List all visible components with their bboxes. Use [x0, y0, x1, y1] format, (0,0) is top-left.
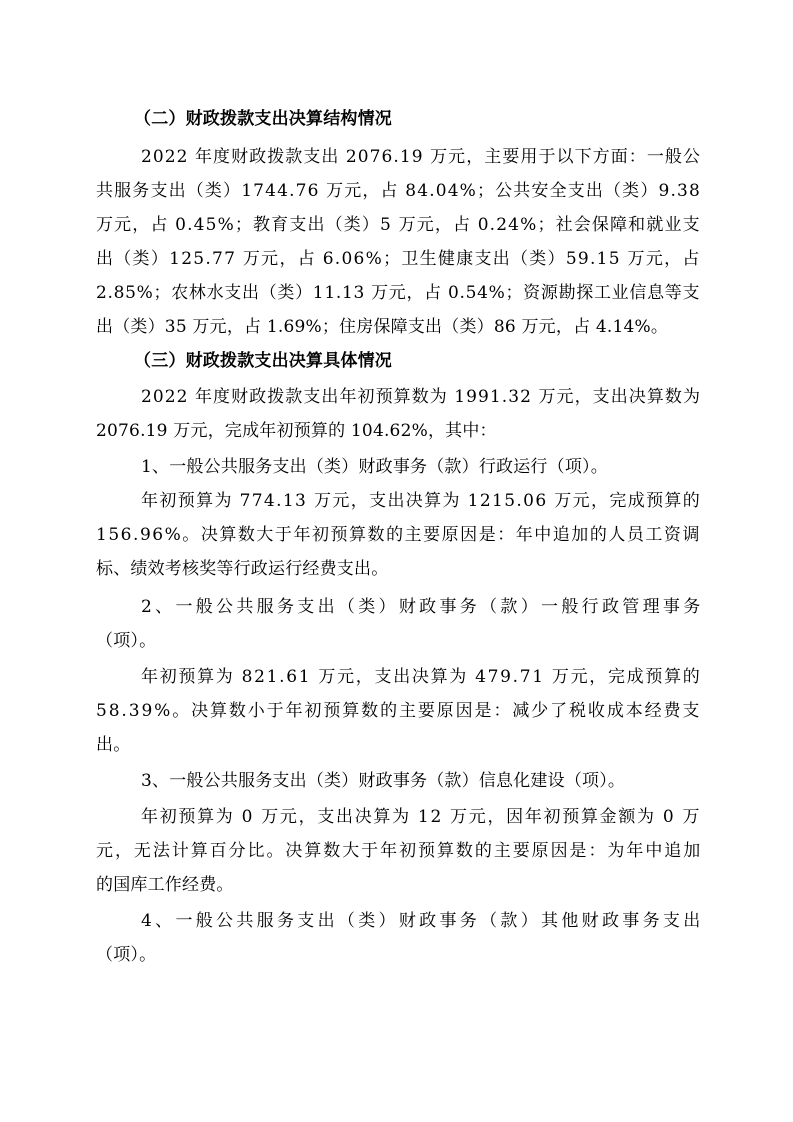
section2-line-6: 出（类）35 万元，占 1.69%；住房保障支出（类）86 万元，占 4.14%。	[96, 317, 669, 337]
item4-title-line-2: （项）。	[96, 945, 157, 965]
section2-line-2: 共服务支出（类）1744.76 万元，占 84.04%；公共安全支出（类）9.38	[96, 181, 701, 201]
section3-heading: （三）财政拨款支出决算具体情况	[134, 351, 392, 371]
item2-line-3: 出。	[96, 735, 131, 755]
item3-line-1: 年初预算为 0 万元，支出决算为 12 万元，因年初预算金额为 0 万	[141, 807, 702, 827]
section2-heading: （二）财政拨款支出决算结构情况	[134, 109, 392, 129]
item3-line-3: 的国库工作经费。	[96, 875, 234, 895]
section3-intro-line-2: 2076.19 万元，完成年初预算的 104.62%，其中：	[96, 421, 497, 441]
item1-title: 1、一般公共服务支出（类）财政事务（款）行政运行（项）。	[141, 457, 608, 477]
section2-line-3: 万元，占 0.45%；教育支出（类）5 万元，占 0.24%；社会保障和就业支	[96, 215, 701, 235]
item3-line-2: 元，无法计算百分比。决算数大于年初预算数的主要原因是：为年中追加	[96, 841, 703, 861]
item2-title-line-1: 2、一般公共服务支出（类）财政事务（款）一般行政管理事务	[141, 597, 704, 617]
section2-line-1: 2022 年度财政拨款支出 2076.19 万元，主要用于以下方面：一般公	[141, 147, 702, 167]
item4-title-line-1: 4、一般公共服务支出（类）财政事务（款）其他财政事务支出	[141, 911, 704, 931]
section2-line-5: 2.85%；农林水支出（类）11.13 万元，占 0.54%；资源勘探工业信息等支	[96, 283, 701, 303]
item2-line-1: 年初预算为 821.61 万元，支出决算为 479.71 万元，完成预算的	[141, 667, 702, 687]
item1-line-2: 156.96%。决算数大于年初预算数的主要原因是：年中追加的人员工资调	[96, 525, 701, 545]
section2-line-4: 出（类）125.77 万元，占 6.06%；卫生健康支出（类）59.15 万元，占	[96, 249, 701, 269]
item1-line-3: 标、绩效考核奖等行政运行经费支出。	[96, 559, 389, 579]
item2-title-line-2: （项）。	[96, 631, 157, 651]
item1-line-1: 年初预算为 774.13 万元，支出决算为 1215.06 万元，完成预算的	[141, 491, 702, 511]
section3-intro-line-1: 2022 年度财政拨款支出年初预算数为 1991.32 万元，支出决算数为	[141, 387, 702, 407]
item2-line-2: 58.39%。决算数小于年初预算数的主要原因是：减少了税收成本经费支	[96, 701, 702, 721]
item3-title: 3、一般公共服务支出（类）财政事务（款）信息化建设（项）。	[141, 771, 626, 791]
